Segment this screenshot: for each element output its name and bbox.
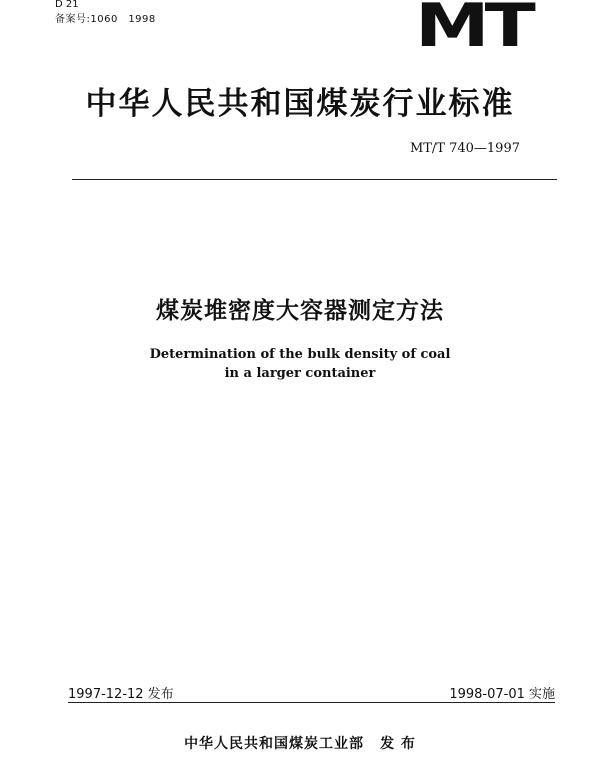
title-en-line2: in a larger container: [224, 366, 376, 381]
footer-divider: [68, 702, 555, 703]
record-number: 备案号:1060 1998: [55, 14, 156, 25]
issue-date: 1997-12-12 发布: [68, 687, 174, 702]
issuer: [0, 733, 600, 753]
mt-logo: MT: [415, 0, 531, 61]
ics-code: D 21: [55, 0, 79, 10]
implementation-date: 1998-07-01 实施: [449, 687, 555, 702]
issuer-action: 发 布: [380, 736, 416, 752]
header-divider: [72, 179, 557, 180]
document-title-en: [0, 345, 600, 383]
document-title-cn: 煤炭堆密度大容器测定方法: [156, 298, 444, 324]
title-en-line1: Determination of the bulk density of coal: [149, 347, 451, 362]
issuer-organization: 中华人民共和国煤炭工业部: [184, 736, 365, 752]
industry-standard-title: 中华人民共和国煤炭行业标准: [85, 86, 515, 122]
standard-number: MT/T 740—1997: [409, 141, 520, 156]
